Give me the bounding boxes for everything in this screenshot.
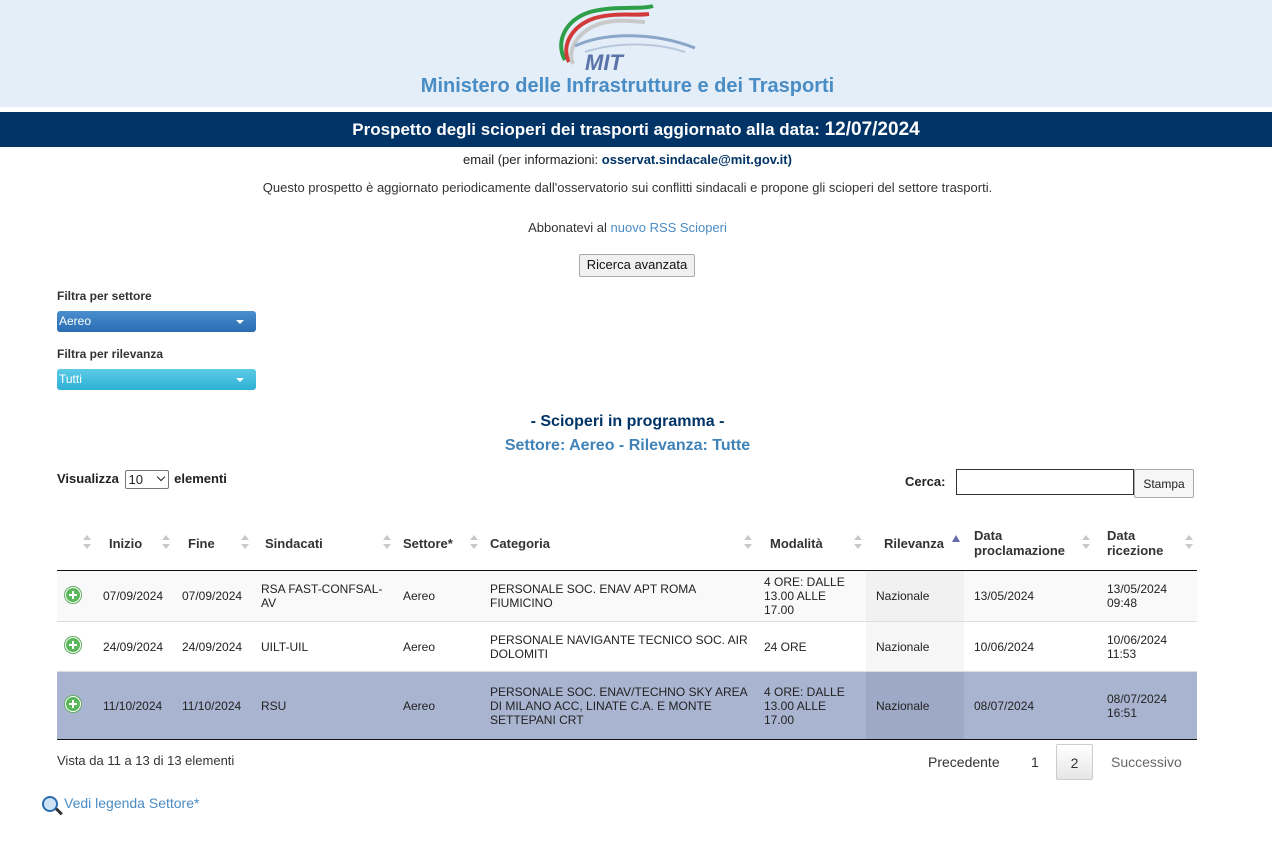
section-title: - Scioperi in programma -: [530, 413, 725, 430]
header-label: Categoria: [490, 535, 550, 551]
header-label: proclamazione: [974, 543, 1066, 558]
cell-ricezione: 13/05/2024 09:48: [1094, 571, 1197, 622]
expand-cell[interactable]: [57, 672, 95, 740]
cell-ricezione: 08/07/2024 16:51: [1094, 672, 1197, 740]
cell-fine: 07/09/2024: [174, 571, 253, 622]
cell-modalita: 4 ORE: DALLE 13.00 ALLE 17.00: [756, 571, 866, 622]
show-suffix: elementi: [174, 470, 227, 486]
page-length-control: [57, 470, 227, 489]
update-banner: [0, 112, 1272, 147]
rss-prefix: Abbonatevi al: [528, 220, 607, 235]
sort-icon: [241, 535, 249, 551]
search-input[interactable]: [956, 469, 1134, 495]
cell-sindacati: RSU: [253, 672, 395, 740]
mit-logo: [545, 2, 705, 74]
email-address[interactable]: osservat.sindacale@mit.gov.it): [601, 152, 792, 167]
relevance-filter-label: Filtra per rilevanza: [57, 347, 164, 361]
email-prefix: email (per informazioni:: [463, 152, 599, 167]
cell-settore: Aereo: [395, 672, 482, 740]
cell-sindacati: UILT-UIL: [253, 622, 395, 672]
header-label: Data: [1107, 528, 1136, 543]
col-header-settore[interactable]: [395, 516, 482, 571]
header-label: Inizio: [109, 535, 143, 551]
expand-cell[interactable]: [57, 622, 95, 672]
cell-settore: Aereo: [395, 622, 482, 672]
cell-inizio: 24/09/2024: [95, 622, 174, 672]
expand-plus-icon[interactable]: [65, 696, 81, 712]
print-button[interactable]: Stampa: [1134, 469, 1194, 498]
cell-modalita: 4 ORE: DALLE 13.00 ALLE 17.00: [756, 672, 866, 740]
cell-settore: Aereo: [395, 571, 482, 622]
table-row[interactable]: [57, 672, 1197, 740]
cell-categoria: PERSONALE NAVIGANTE TECNICO SOC. AIR DOLOMITI: [482, 622, 756, 672]
col-header-ricezione[interactable]: [1094, 516, 1197, 571]
cell-inizio: 11/10/2024: [95, 672, 174, 740]
col-header-rilevanza[interactable]: [866, 516, 964, 571]
page-length-value: 10: [128, 472, 143, 487]
col-header-inizio[interactable]: [95, 516, 174, 571]
banner-date: 12/07/2024: [824, 119, 920, 140]
header-label: Modalità: [770, 535, 823, 551]
cell-inizio: 07/09/2024: [95, 571, 174, 622]
description: Questo prospetto è aggiornato periodicamente dall'osservatorio sui conflitti sindacali e propone gli scioperi del settore trasporti.: [262, 180, 993, 195]
pagination-previous[interactable]: Precedente: [928, 754, 1000, 770]
sort-icon: [1082, 535, 1090, 551]
cell-sindacati: RSA FAST-CONFSAL-AV: [253, 571, 395, 622]
cell-fine: 24/09/2024: [174, 622, 253, 672]
cell-categoria: PERSONALE SOC. ENAV APT ROMA FIUMICINO: [482, 571, 756, 622]
cell-rilevanza: Nazionale: [866, 672, 964, 740]
relevance-filter-value: Tutti: [59, 372, 82, 386]
section-subtitle: Settore: Aereo - Rilevanza: Tutte: [504, 437, 751, 454]
relevance-filter-select[interactable]: [57, 369, 256, 390]
pagination-page-2[interactable]: 2: [1056, 744, 1093, 780]
header-label: ricezione: [1107, 543, 1164, 558]
cell-proclamazione: 10/06/2024: [964, 622, 1094, 672]
strikes-table: [57, 516, 1197, 740]
svg-text:MIT: MIT: [585, 50, 623, 74]
email-line: [0, 152, 1255, 167]
cell-fine: 11/10/2024: [174, 672, 253, 740]
show-label: Visualizza: [57, 470, 119, 486]
legend-link[interactable]: [42, 795, 199, 812]
header: [0, 0, 1272, 107]
sort-icon: [854, 535, 862, 551]
table-summary: Vista da 11 a 13 di 13 elementi: [57, 753, 235, 768]
rss-link[interactable]: nuovo RSS Scioperi: [610, 220, 727, 235]
sort-icon: [162, 535, 170, 551]
col-header-categoria[interactable]: [482, 516, 756, 571]
expand-plus-icon[interactable]: [65, 587, 81, 603]
table-header-row: [57, 516, 1197, 571]
col-header-expand[interactable]: [57, 516, 95, 571]
sort-icon: [383, 535, 391, 551]
cell-ricezione: 10/06/2024 11:53: [1094, 622, 1197, 672]
col-header-modalita[interactable]: [756, 516, 866, 571]
col-header-fine[interactable]: [174, 516, 253, 571]
legend-link-label: Vedi legenda Settore*: [64, 795, 200, 811]
sector-filter-label: Filtra per settore: [57, 289, 152, 303]
cell-modalita: 24 ORE: [756, 622, 866, 672]
cell-rilevanza: Nazionale: [866, 571, 964, 622]
search-label: Cerca:: [905, 474, 946, 489]
expand-cell[interactable]: [57, 571, 95, 622]
chevron-down-icon: [236, 378, 244, 382]
cell-rilevanza: Nazionale: [866, 622, 964, 672]
header-label: Sindacati: [265, 535, 323, 551]
chevron-down-icon: [156, 473, 164, 481]
sort-ascending-icon: [952, 533, 960, 543]
table-row[interactable]: [57, 571, 1197, 622]
banner-text: Prospetto degli scioperi dei trasporti aggiornato alla data:: [352, 120, 820, 139]
sort-icon: [1185, 535, 1193, 551]
magnifier-icon: [42, 796, 58, 812]
pagination-page-1[interactable]: 1: [1031, 754, 1039, 770]
chevron-down-icon: [236, 320, 244, 324]
cell-proclamazione: 08/07/2024: [964, 672, 1094, 740]
cell-proclamazione: 13/05/2024: [964, 571, 1094, 622]
advanced-search-button[interactable]: Ricerca avanzata: [579, 254, 695, 277]
header-label: Fine: [188, 535, 215, 551]
page-length-select[interactable]: [125, 470, 169, 489]
sector-filter-value: Aereo: [59, 314, 92, 328]
sort-icon: [470, 535, 478, 551]
pagination-next[interactable]: Successivo: [1111, 754, 1182, 770]
cell-categoria: PERSONALE SOC. ENAV/TECHNO SKY AREA DI MILANO ACC, LINATE C.A. E MONTE SETTEPANI CRT: [482, 672, 756, 740]
header-label: Data: [974, 528, 1003, 543]
col-header-proclamazione[interactable]: [964, 516, 1094, 571]
ministry-title: Ministero delle Infrastrutture e dei Trasporti: [420, 75, 835, 97]
col-header-sindacati[interactable]: [253, 516, 395, 571]
header-label: Rilevanza: [884, 535, 944, 551]
rss-line: [0, 220, 1255, 235]
sort-icon: [83, 535, 91, 551]
table-row[interactable]: [57, 622, 1197, 672]
sector-filter-select[interactable]: [57, 311, 256, 332]
expand-plus-icon[interactable]: [65, 637, 81, 653]
sort-icon: [744, 535, 752, 551]
header-label: Settore*: [403, 535, 453, 551]
